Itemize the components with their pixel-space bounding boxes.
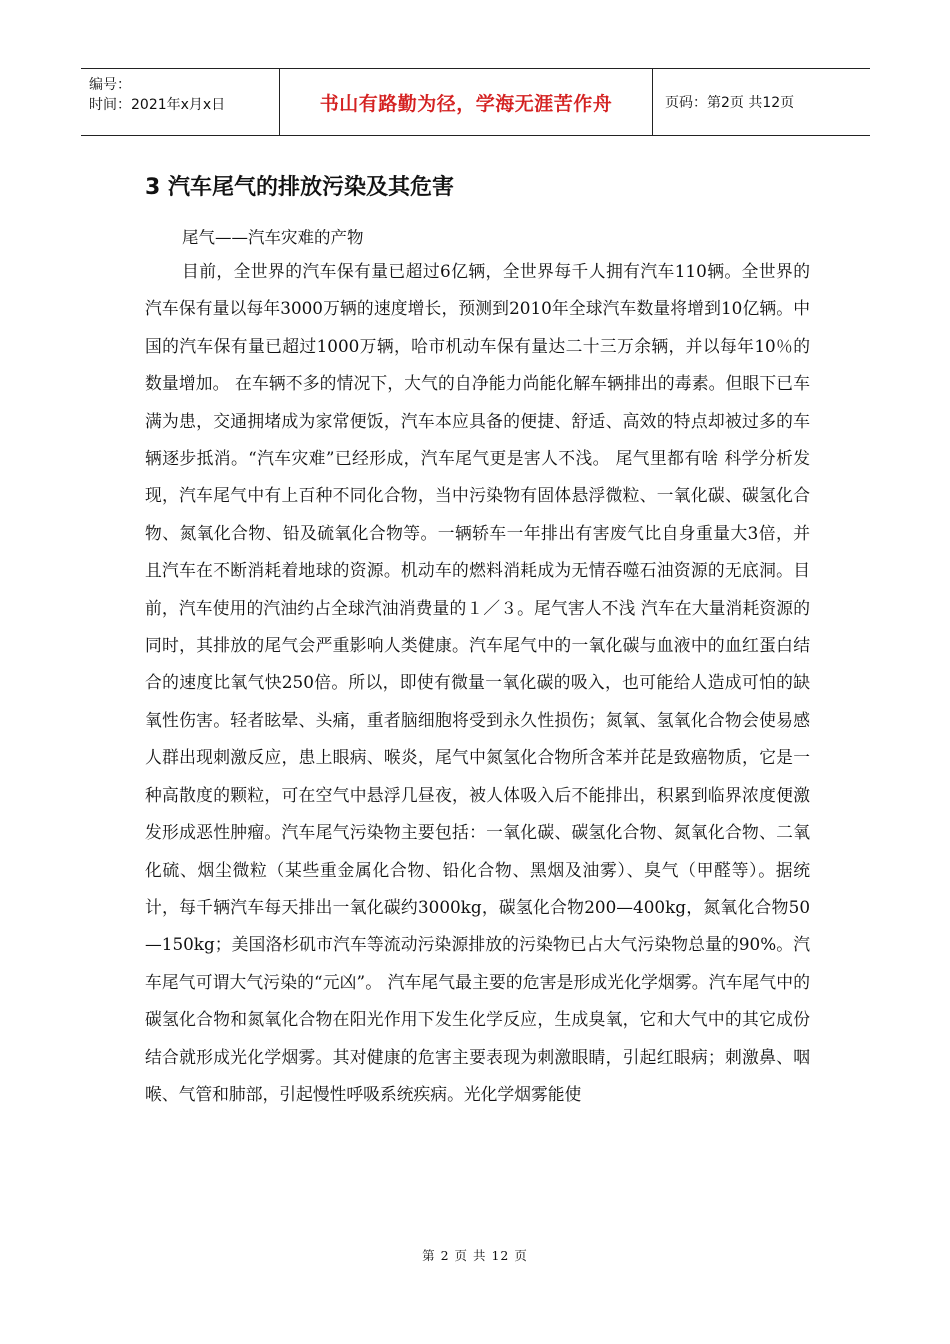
header-date-label: 时间：2021年x月x日 — [89, 97, 226, 113]
section-body: 目前，全世界的汽车保有量已超过6亿辆，全世界每千人拥有汽车110辆。全世界的汽车保有量以每年3000万辆的速度增长，预测到2010年全球汽车数量将增到10亿辆。中国的汽车保有量已超过1000万辆，哈市机动车保有量达二十三万余辆，并以每年10％的数量增加。 在车辆不多的情况下，大气的自净能力尚能化解车辆排出的毒素。但眼下已车满为患，交通拥堵成为家常便饭，汽车本应具备的便捷、舒适、高效的特点却被过多的车辆逐步抵消。“汽车灾难”已经形成，汽车尾气更是害人不浅。 尾气里都有啥 科学分析发现，汽车尾气中有上百种不同化合物，当中污染物有固体悬浮微粒、一氧化碳、碳氢化合物、氮氧化合物、铅及硫氧化合物等。一辆轿车一年排出有害废气比自身重量大3倍，并且汽车在不断消耗着地球的资源。机动车的燃料消耗成为无情吞噬石油资源的无底洞。目前，汽车使用的汽油约占全球汽油消费量的１／３。尾气害人不浅 汽车在大量消耗资源的同时，其排放的尾气会严重影响人类健康。汽车尾气中的一氧化碳与血液中的血红蛋白结合的速度比氧气快250倍。所以，即使有微量一氧化碳的吸入，也可能给人造成可怕的缺氧性伤害。轻者眩晕、头痛，重者脑细胞将受到永久性损伤；氮氧、氢氧化合物会使易感人群出现刺激反应，患上眼病、喉炎，尾气中氮氢化合物所含苯并芘是致癌物质，它是一种高散度的颗粒，可在空气中悬浮几昼夜，被人体吸入后不能排出，积累到临界浓度便激发形成恶性肿瘤。汽车尾气污染物主要包括：一氧化碳、碳氢化合物、氮氧化合物、二氧化硫、烟尘微粒（某些重金属化合物、铅化合物、黑烟及油雾）、臭气（甲醛等）。据统计，每千辆汽车每天排出一氧化碳约3000kg，碳氢化合物200—400kg，氮氧化合物50—150kg；美国洛杉矶市汽车等流动污染源排放的污染物已占大气污染物总量的90%。汽车尾气可谓大气污染的“元凶”。 汽车尾气最主要的危害是形成光化学烟雾。汽车尾气中的碳氢化合物和氮氧化合物在阳光作用下发生化学反应，生成臭氧，它和大气中的其它成份结合就形成光化学烟雾。其对健康的危害主要表现为刺激眼睛，引起红眼病；刺激鼻、咽喉、气管和肺部，引起慢性呼吸系统疾病。光化学烟雾能使 — [145, 261, 810, 1104]
header-page-info: 页码：第2页 共12页 — [665, 95, 795, 111]
document-header — [81, 68, 870, 136]
header-motto: 书山有路勤为径，学海无涯苦作舟 — [279, 69, 653, 135]
page-footer: 第 2 页 共 12 页 — [422, 1248, 528, 1263]
section-subtitle: 尾气——汽车灾难的产物 — [182, 228, 364, 247]
header-code-label: 编号： — [89, 77, 131, 93]
header-meta — [81, 69, 279, 135]
section-title: 3 汽车尾气的排放污染及其危害 — [145, 175, 454, 200]
